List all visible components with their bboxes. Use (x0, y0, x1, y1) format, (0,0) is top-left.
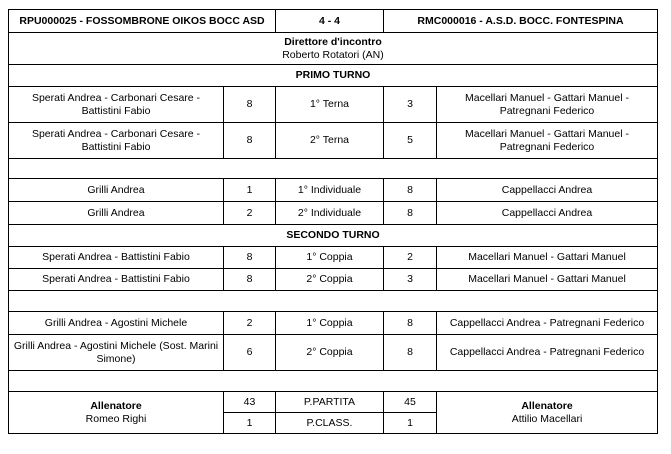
home-players: Sperati Andrea - Carbonari Cesare - Battistini Fabio (9, 87, 224, 123)
home-score: 8 (224, 269, 276, 291)
game-type: 2° Coppia (276, 335, 384, 371)
header-row (9, 10, 658, 33)
second-round-title-row (9, 225, 658, 247)
match-report-table (8, 9, 658, 434)
away-class-points: 1 (384, 413, 437, 434)
away-score: 2 (384, 247, 437, 269)
game-type: 2° Terna (276, 123, 384, 159)
director-cell (9, 33, 658, 65)
spacer-row (9, 159, 658, 179)
away-players: Cappellacci Andrea (437, 202, 658, 225)
table-row (9, 335, 658, 371)
table-row (9, 123, 658, 159)
home-players: Grilli Andrea (9, 179, 224, 202)
match-score: 4 - 4 (276, 10, 384, 33)
away-score: 5 (384, 123, 437, 159)
away-players: Macellari Manuel - Gattari Manuel - Patregnani Federico (437, 123, 658, 159)
away-score: 8 (384, 179, 437, 202)
away-score: 8 (384, 335, 437, 371)
away-coach-cell (437, 392, 658, 434)
spacer-cell (9, 291, 658, 312)
home-match-points: 43 (224, 392, 276, 413)
away-coach-name: Attilio Macellari (511, 412, 583, 425)
home-score: 8 (224, 247, 276, 269)
spacer-cell (9, 159, 658, 179)
away-players: Cappellacci Andrea - Patregnani Federico (437, 312, 658, 335)
class-points-label: P.CLASS. (276, 413, 384, 434)
home-players: Grilli Andrea - Agostini Michele (Sost. Marini Simone) (9, 335, 224, 371)
away-players: Macellari Manuel - Gattari Manuel (437, 247, 658, 269)
home-class-points: 1 (224, 413, 276, 434)
director-title: Direttore d'incontro (284, 36, 382, 48)
home-players: Sperati Andrea - Carbonari Cesare - Battistini Fabio (9, 123, 224, 159)
home-players: Sperati Andrea - Battistini Fabio (9, 269, 224, 291)
home-score: 2 (224, 312, 276, 335)
home-players: Sperati Andrea - Battistini Fabio (9, 247, 224, 269)
table-row (9, 87, 658, 123)
director-name: Roberto Rotatori (AN) (282, 48, 384, 61)
home-players: Grilli Andrea - Agostini Michele (9, 312, 224, 335)
second-round-title: SECONDO TURNO (9, 225, 658, 247)
home-coach-cell (9, 392, 224, 434)
away-players: Cappellacci Andrea - Patregnani Federico (437, 335, 658, 371)
away-score: 8 (384, 202, 437, 225)
game-type: 1° Individuale (276, 179, 384, 202)
game-type: 1° Coppia (276, 312, 384, 335)
home-team-name: RPU000025 - FOSSOMBRONE OIKOS BOCC ASD (9, 10, 276, 33)
game-type: 2° Coppia (276, 269, 384, 291)
game-type: 1° Coppia (276, 247, 384, 269)
home-score: 8 (224, 123, 276, 159)
match-report-sheet (8, 9, 657, 434)
table-row (9, 312, 658, 335)
spacer-row (9, 291, 658, 312)
home-score: 6 (224, 335, 276, 371)
first-round-title: PRIMO TURNO (9, 65, 658, 87)
away-coach-title: Allenatore (521, 400, 573, 412)
points-row (9, 392, 658, 413)
first-round-title-row (9, 65, 658, 87)
home-coach-title: Allenatore (90, 400, 142, 412)
game-type: 1° Terna (276, 87, 384, 123)
away-match-points: 45 (384, 392, 437, 413)
away-players: Macellari Manuel - Gattari Manuel - Patregnani Federico (437, 87, 658, 123)
away-score: 3 (384, 87, 437, 123)
home-players: Grilli Andrea (9, 202, 224, 225)
home-score: 8 (224, 87, 276, 123)
director-row (9, 33, 658, 65)
home-score: 2 (224, 202, 276, 225)
match-points-label: P.PARTITA (276, 392, 384, 413)
away-players: Macellari Manuel - Gattari Manuel (437, 269, 658, 291)
home-score: 1 (224, 179, 276, 202)
table-row (9, 202, 658, 225)
spacer-cell (9, 371, 658, 392)
spacer-row (9, 371, 658, 392)
away-players: Cappellacci Andrea (437, 179, 658, 202)
away-score: 8 (384, 312, 437, 335)
away-team-name: RMC000016 - A.S.D. BOCC. FONTESPINA (384, 10, 658, 33)
table-row (9, 179, 658, 202)
game-type: 2° Individuale (276, 202, 384, 225)
away-score: 3 (384, 269, 437, 291)
table-row (9, 269, 658, 291)
table-row (9, 247, 658, 269)
home-coach-name: Romeo Righi (85, 412, 147, 425)
